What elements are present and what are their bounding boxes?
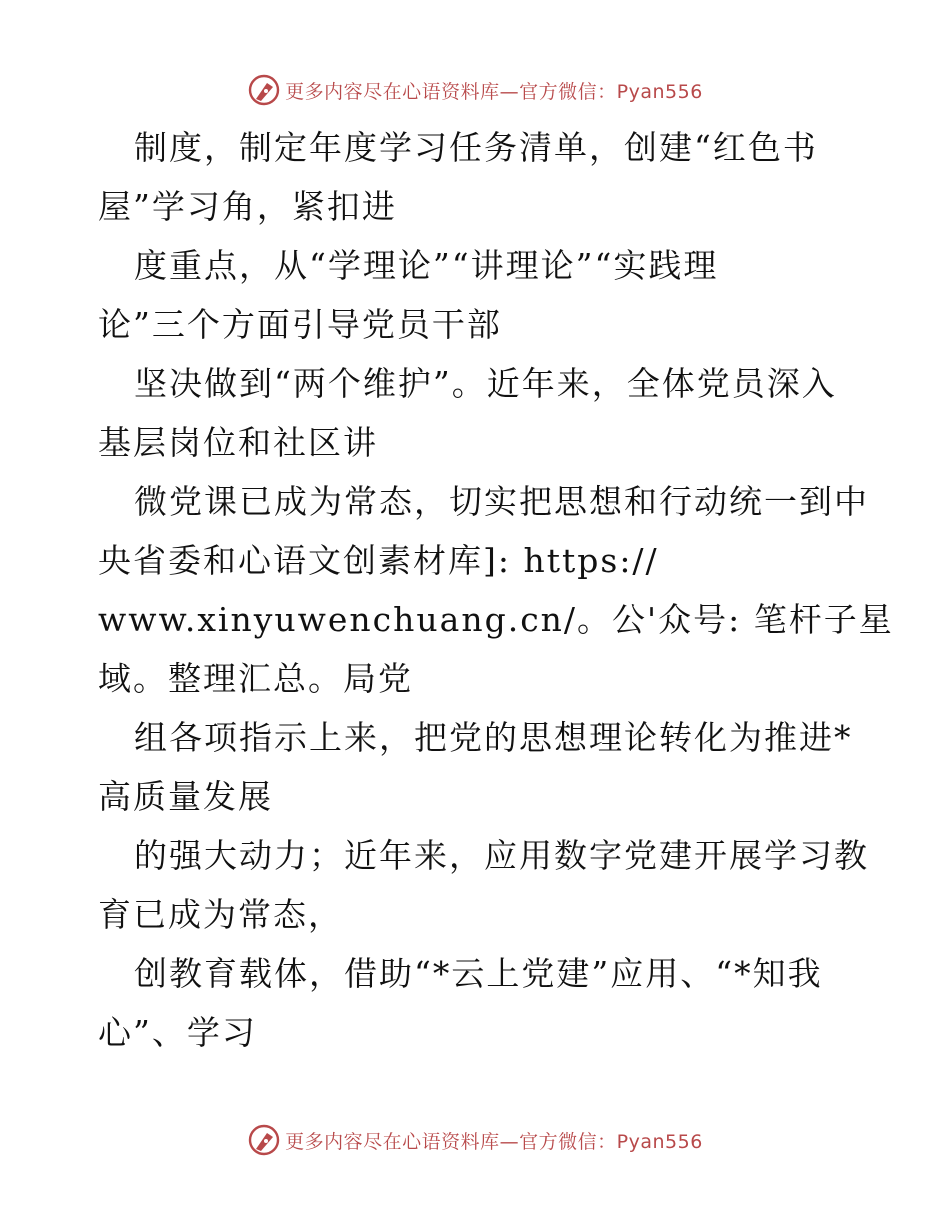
text-line: 创教育载体，借助“*云上党建”应用、“*知我 [134,954,823,993]
document-body [98,118,894,1062]
text-line: 域。整理汇总。局党 [98,659,413,698]
text-line: 高质量发展 [98,777,273,816]
text-line: www.xinyuwenchuang.cn/。公'众号: 笔杆子星 [98,600,894,639]
text-line: 微党课已成为常态，切实把思想和行动统一到中 [134,482,869,521]
footer-banner [0,1120,950,1160]
text-line: 制度，制定年度学习任务清单，创建“红色书 [134,128,818,167]
text-line: 论”三个方面引导党员干部 [98,305,502,344]
text-line: 央省委和心语文创素材库]: https:// [98,541,659,580]
text-line: 度重点，从“学理论”“讲理论”“实践理 [134,246,719,285]
text-line: 坚决做到“两个维护”。近年来，全体党员深入 [134,364,837,403]
text-line: 心”、学习 [98,1013,257,1052]
text-line: 的强大动力；近年来，应用数字党建开展学习教 [134,836,869,875]
header-banner-text: 更多内容尽在心语资料库—官方微信：Pyan556 [285,80,703,103]
text-line: 育已成为常态， [98,895,343,934]
pen-nib-logo-icon [247,1123,281,1157]
text-line: 组各项指示上来，把党的思想理论转化为推进* [134,718,853,757]
text-line: 屋”学习角，紧扣进 [98,187,397,226]
pen-nib-logo-icon [247,73,281,107]
footer-banner-text: 更多内容尽在心语资料库—官方微信：Pyan556 [285,1130,703,1153]
text-line: 基层岗位和社区讲 [98,423,378,462]
header-banner [0,70,950,110]
